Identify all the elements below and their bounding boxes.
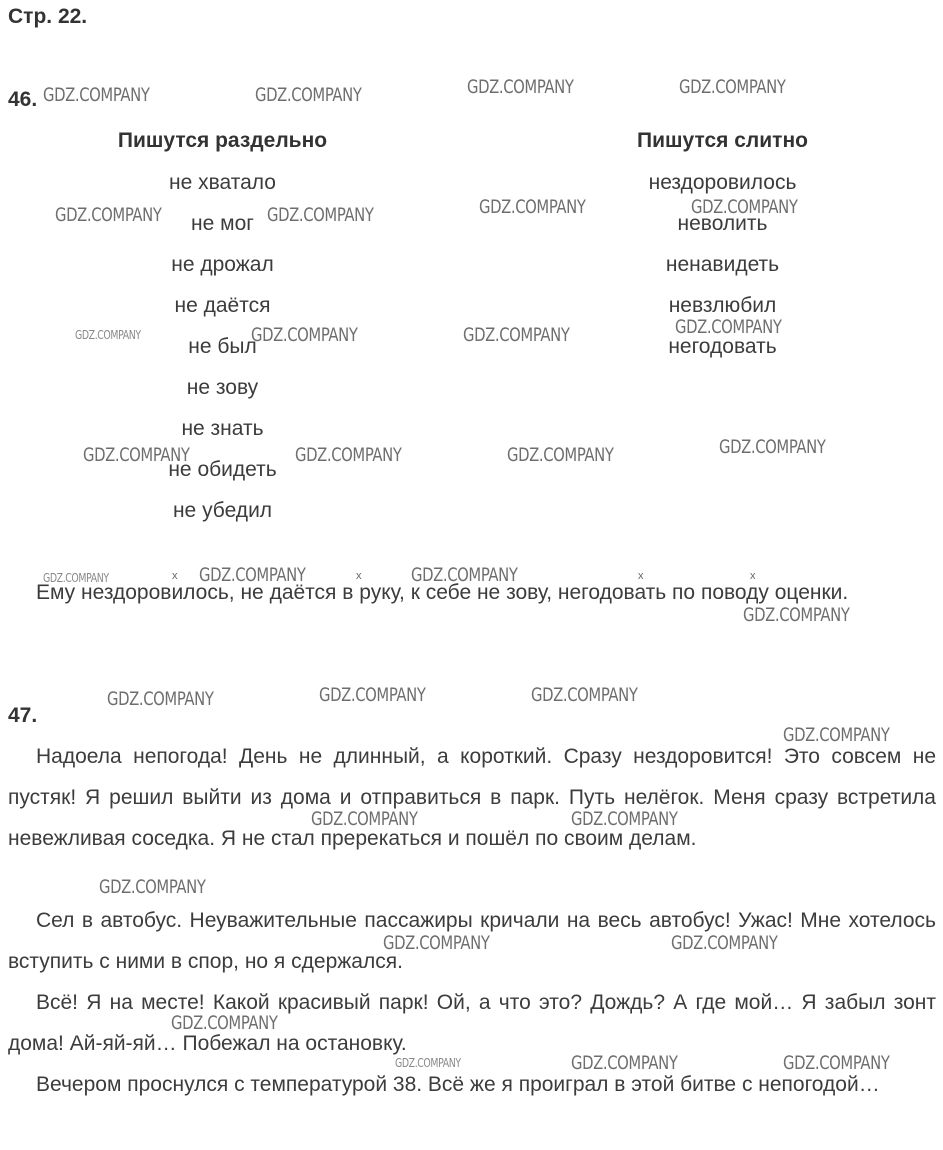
paragraph-text: Сел в автобус. Неуважительные пассажиры кричали на весь автобус! Ужас! Мне хотелось вступить с ними в спор, но я сдержался. (8, 909, 936, 973)
watermark-x-mark: x (750, 570, 756, 582)
joined-word: неволить (677, 212, 768, 235)
watermark: GDZ.COMPANY (783, 724, 890, 746)
watermark: GDZ.COMPANY (675, 316, 782, 338)
watermark: GDZ.COMPANY (251, 324, 358, 346)
separate-word: не дрожал (171, 253, 274, 276)
watermark: GDZ.COMPANY (255, 84, 362, 106)
joined-word: нездоровилось (648, 171, 797, 194)
separate-word: не зову (186, 376, 259, 399)
watermark: GDZ.COMPANY (507, 444, 614, 466)
exercise-47-paragraph (8, 736, 936, 859)
watermark: GDZ.COMPANY (467, 76, 574, 98)
watermark: GDZ.COMPANY (43, 571, 109, 585)
watermark-x-mark: x (172, 570, 178, 582)
watermark: GDZ.COMPANY (311, 808, 418, 830)
watermark: GDZ.COMPANY (679, 76, 786, 98)
exercise-46-number: 46. (8, 88, 38, 111)
watermark: GDZ.COMPANY (531, 684, 638, 706)
separate-word: не был (188, 335, 257, 358)
watermark: GDZ.COMPANY (75, 328, 141, 342)
separate-word: не знать (181, 417, 264, 440)
watermark-x-mark: x (356, 570, 362, 582)
watermark: GDZ.COMPANY (571, 808, 678, 830)
separate-word: не обидеть (168, 458, 277, 481)
watermark: GDZ.COMPANY (319, 684, 426, 706)
watermark: GDZ.COMPANY (743, 604, 850, 626)
watermark: GDZ.COMPANY (171, 1012, 278, 1034)
watermark: GDZ.COMPANY (267, 204, 374, 226)
watermark: GDZ.COMPANY (719, 436, 826, 458)
watermark: GDZ.COMPANY (383, 932, 490, 954)
watermark: GDZ.COMPANY (783, 1052, 890, 1074)
paragraph-text: Вечером проснулся с температурой 38. Всё же я проиграл в этой битве с непогодой… (36, 1073, 880, 1096)
right-column-header: Пишутся слитно (637, 129, 808, 152)
joined-word: негодовать (668, 335, 777, 358)
watermark: GDZ.COMPANY (199, 564, 306, 586)
watermark: GDZ.COMPANY (411, 564, 518, 586)
sentence-text: Ему нездоровилось, не даётся в руку, к себе не зову, негодовать по поводу оценки. (36, 581, 849, 604)
joined-word: ненавидеть (665, 253, 780, 276)
exercise-47-number: 47. (8, 704, 38, 727)
watermark: GDZ.COMPANY (479, 196, 586, 218)
separate-word: не даётся (174, 294, 271, 317)
watermark: GDZ.COMPANY (691, 196, 798, 218)
separate-word: не мог (191, 212, 254, 235)
watermark: GDZ.COMPANY (295, 444, 402, 466)
watermark: GDZ.COMPANY (463, 324, 570, 346)
paragraph-text: Всё! Я на месте! Какой красивый парк! Ой, а что это? Дождь? А где мой… Я забыл зонт дома! Ай-яй-яй… Побежал на остановку. (8, 991, 936, 1055)
separate-word: не хватало (169, 171, 276, 194)
watermark: GDZ.COMPANY (671, 932, 778, 954)
watermark-x-mark: x (638, 570, 644, 582)
watermark: GDZ.COMPANY (107, 688, 214, 710)
watermark: GDZ.COMPANY (55, 204, 162, 226)
page-title: Стр. 22. (8, 5, 88, 28)
paragraph-text: Надоела непогода! День не длинный, а короткий. Сразу нездоровится! Это совсем не пустяк! Я решил выйти из дома и отправиться в парк. Путь нелёгок. Меня сразу встретила невежливая соседка. Я не стал пререкаться и пошёл по своим делам. (8, 745, 936, 850)
watermark: GDZ.COMPANY (99, 876, 206, 898)
watermark: GDZ.COMPANY (43, 84, 150, 106)
separate-word: не убедил (172, 499, 273, 522)
watermark: GDZ.COMPANY (571, 1052, 678, 1074)
watermark: GDZ.COMPANY (83, 444, 190, 466)
joined-word: невзлюбил (668, 294, 777, 317)
left-column-header: Пишутся раздельно (117, 129, 328, 152)
watermark: GDZ.COMPANY (395, 1056, 461, 1070)
